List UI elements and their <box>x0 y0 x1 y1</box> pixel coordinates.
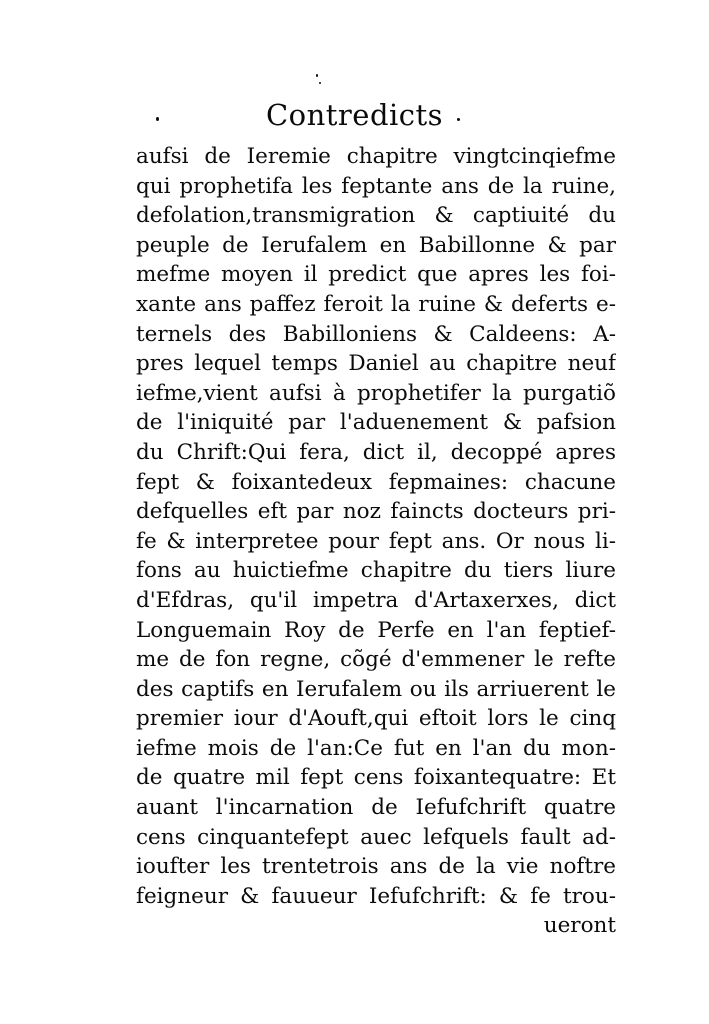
body-text <box>136 142 616 941</box>
ink-speck <box>319 82 321 84</box>
text-line: mefme moyen il predict que apres les foi- <box>136 262 616 288</box>
text-line: qui prophetifa les feptante ans de la ruine, <box>136 173 616 199</box>
text-line: fept & foixantedeux fepmaines: chacune <box>136 469 616 495</box>
text-line: defolation,transmigration & captiuité du <box>136 203 616 229</box>
running-head: Contredicts <box>265 98 444 132</box>
text-line: ternels des Babilloniens & Caldeens: A- <box>136 321 616 347</box>
text-line: defquelles eft par noz faincts docteurs pri- <box>136 499 616 525</box>
text-line: fe & interpretee pour fept ans. Or nous li- <box>136 528 616 554</box>
text-line: iefme,vient aufsi à prophetifer la purgatiõ <box>136 380 616 406</box>
text-line: peuple de Ierufalem en Babillonne & par <box>136 232 616 258</box>
text-line: me de fon regne, cõgé d'emmener le refte <box>136 647 616 673</box>
text-line: cens cinquantefept auec lefquels fault ad- <box>136 824 616 850</box>
text-line: aufsi de Ieremie chapitre vingtcinqiefme <box>136 144 616 169</box>
text-line: de l'iniquité par l'aduenement & pafsion <box>136 410 616 436</box>
text-line: des captifs en Ierufalem ou ils arriuerent le <box>136 676 616 702</box>
text-line: fons au huictiefme chapitre du tiers liure <box>136 558 616 584</box>
text-line: feigneur & fauueur Iefufchrift: & fe trou- <box>136 883 616 909</box>
text-line: premier iour d'Aouft,qui eftoit lors le cinq <box>136 706 616 732</box>
text-line: du Chrift:Qui fera, dict il, decoppé apres <box>136 439 616 465</box>
text-line: iefme mois de l'an:Ce fut en l'an du mon- <box>136 735 616 761</box>
text-line: ioufter les trentetrois ans de la vie noftre <box>136 854 616 880</box>
text-line: Longuemain Roy de Perfe en l'an feptief- <box>136 617 616 643</box>
text-line: de quatre mil fept cens foixantequatre: Et <box>136 765 616 791</box>
ink-speck <box>316 74 318 77</box>
text-line: d'Efdras, qu'il impetra d'Artaxerxes, dict <box>136 587 616 613</box>
text-line: xante ans paffez feroit la ruine & deferts e- <box>136 291 616 317</box>
text-line: auant l'incarnation de Iefufchrift quatre <box>136 795 616 821</box>
text-line: pres lequel temps Daniel au chapitre neuf <box>136 351 616 377</box>
catchword: ueront <box>543 913 616 939</box>
